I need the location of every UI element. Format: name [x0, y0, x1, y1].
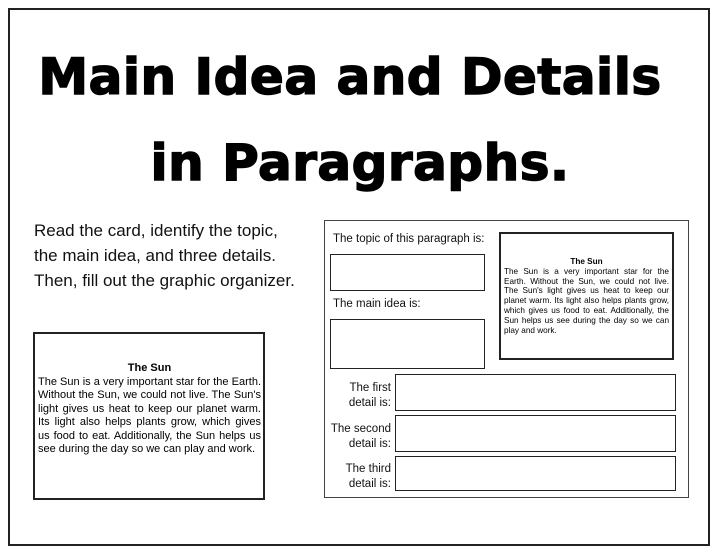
reference-card-title: The Sun	[570, 257, 603, 266]
reading-card	[33, 332, 265, 500]
detail-2-label: The second detail is:	[330, 423, 391, 450]
page-title-line-2: in Paragraphs.	[150, 134, 570, 192]
topic-answer-box[interactable]	[330, 254, 485, 291]
detail-2-answer-box[interactable]	[395, 415, 676, 452]
detail-1-answer-box[interactable]	[395, 374, 676, 411]
main-idea-answer-box[interactable]	[330, 319, 485, 369]
reading-card-body: The Sun is a very important star for the Earth. Without the Sun, we could not live. The Sun's light gives us heat to keep our planet warm. Its light also helps plants grow, which gives us food to eat. Additionally, the Sun helps us see during the day so we can play and work.	[38, 375, 261, 455]
reference-card-body: The Sun is a very important star for the Earth. Without the Sun, we could not live. The Sun's light gives us heat to keep our planet warm. Its light also helps plants grow, which gives us food to eat. Additionally, the Sun helps us see during the day so we can play and work.	[504, 266, 669, 335]
page-title-line-1: Main Idea and Details	[38, 48, 662, 106]
topic-label: The topic of this paragraph is:	[333, 233, 485, 245]
main-idea-label: The main idea is:	[333, 298, 421, 310]
detail-3-answer-box[interactable]	[395, 456, 676, 491]
instructions-text: Read the card, identify the topic, the main idea, and three details. Then, fill out the graphic organizer.	[34, 221, 295, 290]
reading-card-title: The Sun	[127, 362, 172, 374]
reference-card	[499, 232, 674, 360]
detail-1-label: The first detail is:	[348, 382, 391, 409]
detail-3-label: The third detail is:	[345, 463, 391, 490]
